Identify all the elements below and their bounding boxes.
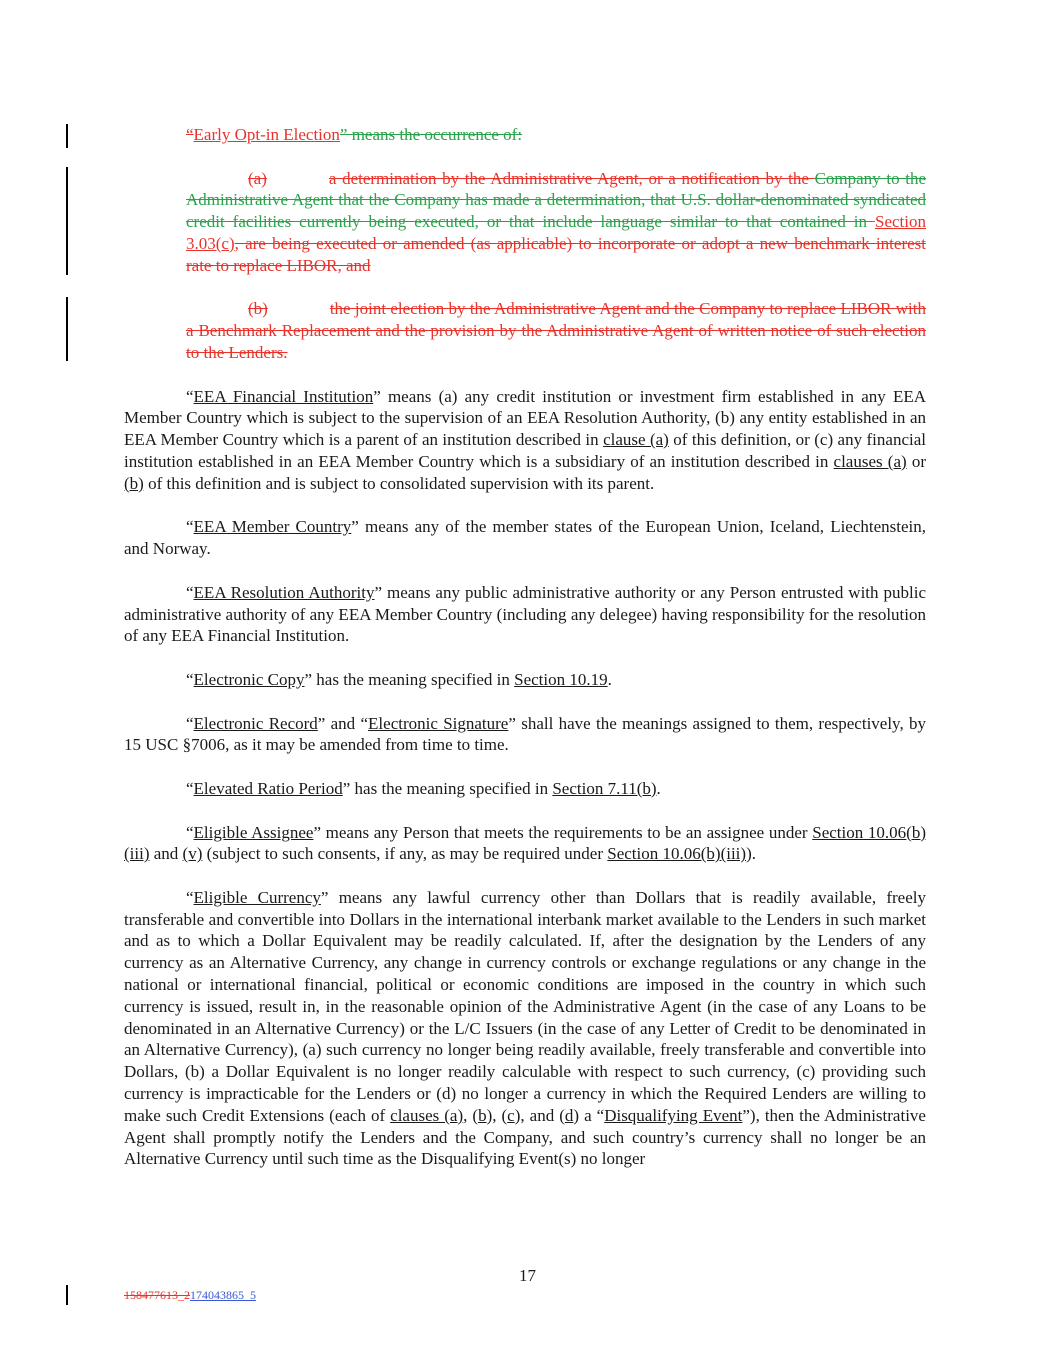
defined-term: Eligible Assignee [193,822,314,842]
cross-reference: Section 10.06(b)(iii) [124,822,926,864]
defined-term: EEA Resolution Authority [193,582,375,602]
early-opt-in-clause-b: (b) the joint election by the Administrative Agent and the Company to replace LIBOR with a Benchmark Replacement and the provision by the Administrative Agent of written notice of such election to the Lenders. [186,299,926,362]
cross-reference: Section 7.11(b) [552,778,657,798]
eea-resolution-authority-definition: “EEA Resolution Authority” means any public administrative authority or any Person entrusted with public administrative authority of any EEA Member Country (including any delegee) having responsibility for the resolution of any EEA Financial Institution. [124,582,927,646]
page-number: 17 [519,1266,536,1285]
eea-financial-institution-definition: “EEA Financial Institution” means (a) any credit institution or investment firm established in any EEA Member Country which is subject to the supervision of an EEA Resolution Authority, (b) any entity established in an EEA Member Country which is a parent of an institution described in clause (a) of this definition, or (c) any financial institution established in an EEA Member Country which is a subsidiary of an institution described in clauses (a) or (b) of this definition and is subject to consolidated supervision with its parent. [124,386,926,493]
defined-term: EEA Financial Institution [193,386,374,406]
defined-term: EEA Member Country [193,517,352,537]
change-bar [66,124,68,148]
cross-reference: d [564,1105,574,1125]
cross-reference: clauses (a) [390,1105,464,1125]
change-bar [66,297,68,361]
cross-reference: b [478,1105,487,1125]
eligible-currency-definition: “Eligible Currency” means any lawful currency other than Dollars that is readily available, freely transferable and convertible into Dollars in the international interbank market available to the Lenders in such market and as to which a Dollar Equivalent may be readily calculated. If, after the designation by the Lenders of any currency as an Alternative Currency, any change in currency controls or exchange regulations or any change in the national or international financial, political or economic conditions are imposed in the country in which such currency is issued, result in, in the reasonable opinion of the Administrative Agent (in the case of any Loans to be denominated in an Alternative Currency) or the L/C Issuers (in the case of any Letter of Credit to be denominated in an Alternative Currency), (a) such currency no longer being readily available, freely transferable and convertible into Dollars, (b) a Dollar Equivalent is no longer readily calculable with respect to such currency, (c) providing such currency is impracticable for the Lenders or (d) no longer a currency in which the Required Lenders are willing to make such Credit Extensions (each of clauses (a), (b), (c), and (d) a “Disqualifying Event”), then the Administrative Agent shall promptly notify the Lenders and the Company, and such country’s currency shall no longer be an Alternative Currency until such time as the Disqualifying Event(s) no longer [124,887,926,1169]
defined-term: Eligible Currency [193,887,321,907]
defined-term: Early Opt-in Election [193,125,340,144]
document-body [124,124,926,1192]
electronic-record-definition: “Electronic Record” and “Electronic Signature” shall have the meanings assigned to them, respectively, by 15 USC §7006, as it may be amended from time to time. [124,713,927,755]
defined-term: Electronic Record [193,713,318,733]
cross-reference: clause (a) [603,430,669,450]
cross-reference: clauses (a) [833,451,907,471]
defined-term: Disqualifying Event [604,1105,743,1125]
elevated-ratio-period-definition: “Elevated Ratio Period” has the meaning specified in Section 7.11(b). [186,778,661,798]
change-bar [66,1285,68,1305]
defined-term: Elevated Ratio Period [193,778,343,798]
change-bar [66,167,68,275]
early-opt-in-clause-a: (a) a determination by the Administrative Agent, or a notification by the Company to the Administrative Agent that the Company has made a determination, that U.S. dollar-denominated syndicated credit facilities currently being executed, or that include language similar to that contained in Section 3.03(c), are being executed or amended (as applicable) to incorporate or adopt a new benchmark interest rate to replace LIBOR, and [186,168,926,275]
cross-reference: Section 10.19 [514,669,608,689]
cross-reference: (b) [124,473,144,493]
cross-reference: Section 3.03(c) [186,212,926,253]
defined-term: Electronic Signature [368,713,509,733]
cross-reference: Section 10.06(b)(iii) [607,844,747,864]
eligible-assignee-definition: “Eligible Assignee” means any Person that meets the requirements to be an assignee under Section 10.06(b)(iii) and (v) (subject to such consents, if any, as may be required under Section 10.06(b)(iii)). [124,822,926,864]
cross-reference: c [507,1105,515,1125]
defined-term: Electronic Copy [193,669,305,689]
document-id-footer [124,1288,256,1303]
electronic-copy-definition: “Electronic Copy” has the meaning specified in Section 10.19. [186,669,612,689]
eea-member-country-definition: “EEA Member Country” means any of the member states of the European Union, Iceland, Liechtenstein, and Norway. [124,517,927,559]
cross-reference: (v) [182,844,203,864]
early-opt-in-definition: “Early Opt-in Election” means the occurrence of: [186,125,523,144]
new-document-id: 174043865_5 [190,1288,256,1302]
old-document-id: 158477613_2 [124,1288,190,1302]
